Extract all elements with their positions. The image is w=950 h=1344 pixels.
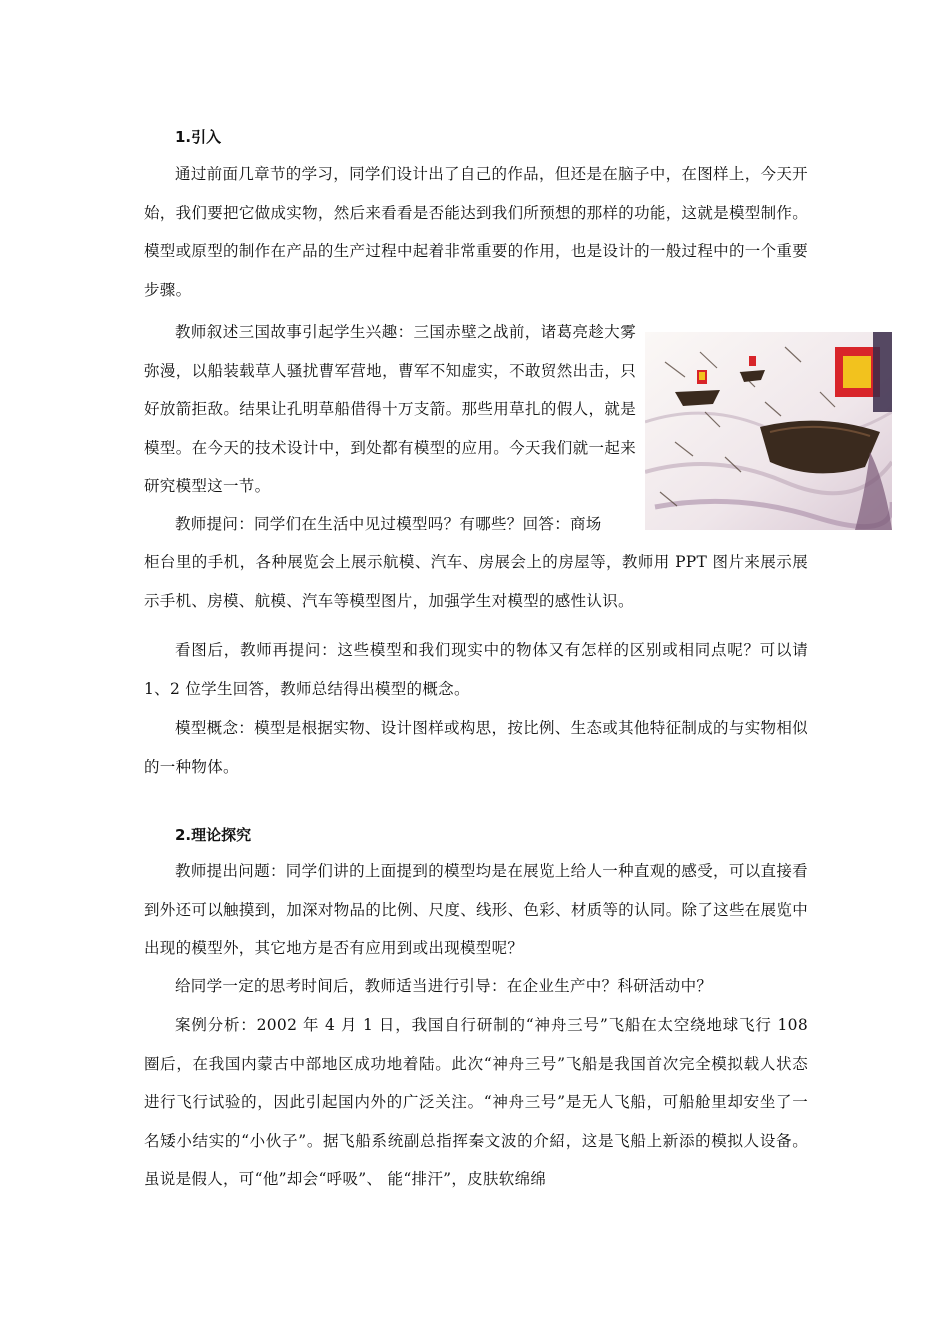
paragraph-intro: 通过前面几章节的学习，同学们设计出了自己的作品，但还是在脑子中，在图样上，今天开始，我们要把它做成实物，然后来看看是否能达到我们所预想的那样的功能，这就是模型制作。模型或原型的制作在产品的生产过程中起着非常重要的作用，也是设计的一般过程中的一个重要步骤。 xyxy=(144,165,808,299)
paragraph-teacher-question-continued: 柜台里的手机，各种展览会上展示航模、汽车、房展会上的房屋等，教师用 PPT 图片来展示展示手机、房模、航模、汽车等模型图片，加强学生对模型的感性认识。 xyxy=(144,553,808,610)
paragraph-guidance: 给同学一定的思考时间后，教师适当进行引导：在企业生产中？科研活动中？ xyxy=(175,977,713,995)
paragraph-teacher-question: 教师提问：同学们在生活中见过模型吗？有哪些？回答：商场 xyxy=(175,515,602,533)
boats-borrowing-arrows-painting-icon xyxy=(645,332,892,530)
section-heading-theory: 2.理论探究 xyxy=(175,826,252,844)
paragraph-model-concept: 模型概念：模型是根据实物、设计图样或构思，按比例、生态或其他特征制成的与实物相似的一种物体。 xyxy=(144,719,808,776)
paragraph-three-kingdoms-story: 教师叙述三国故事引起学生兴趣：三国赤壁之战前，诸葛亮趁大雾弥漫，以船装载草人骚扰曹军营地，曹军不知虚实，不敢贸然出击，只好放箭拒敌。结果让孔明草船借得十万支箭。那些用草扎的假人，就是模型。在今天的技术设计中，到处都有模型的应用。今天我们就一起来研究模型这一节。 xyxy=(144,323,636,495)
paragraph-teacher-problem: 教师提出问题：同学们讲的上面提到的模型均是在展览上给人一种直观的感受，可以直接看到外还可以触摸到，加深对物品的比例、尺度、线形、色彩、材质等的认同。除了这些在展览中出现的模型外，其它地方是否有应用到或出现模型呢？ xyxy=(144,862,808,957)
paragraph-case-analysis: 案例分析：2002 年 4 月 1 日，我国自行研制的“神舟三号”飞船在太空绕地球飞行 108 圈后，在我国内蒙古中部地区成功地着陆。此次“神舟三号”飞船是我国首次完全模拟载人状态进行飞行试验的，因此引起国内外的广泛关注。“神舟三号”是无人飞船，可船舱里却安坐了一名矮小结实的“小伙子”。据飞船系统副总指挥秦文波的介紹，这是飞船上新添的模拟人设备。虽说是假人，可“他”却会“呼吸”、 能“排汗”，皮肤软绵绵 xyxy=(144,1016,808,1188)
section-heading-introduction: 1.引入 xyxy=(175,128,222,146)
paragraph-second-question: 看图后，教师再提问：这些模型和我们现实中的物体又有怎样的区别或相同点呢？可以请 1、2 位学生回答，教师总结得出模型的概念。 xyxy=(144,641,808,698)
